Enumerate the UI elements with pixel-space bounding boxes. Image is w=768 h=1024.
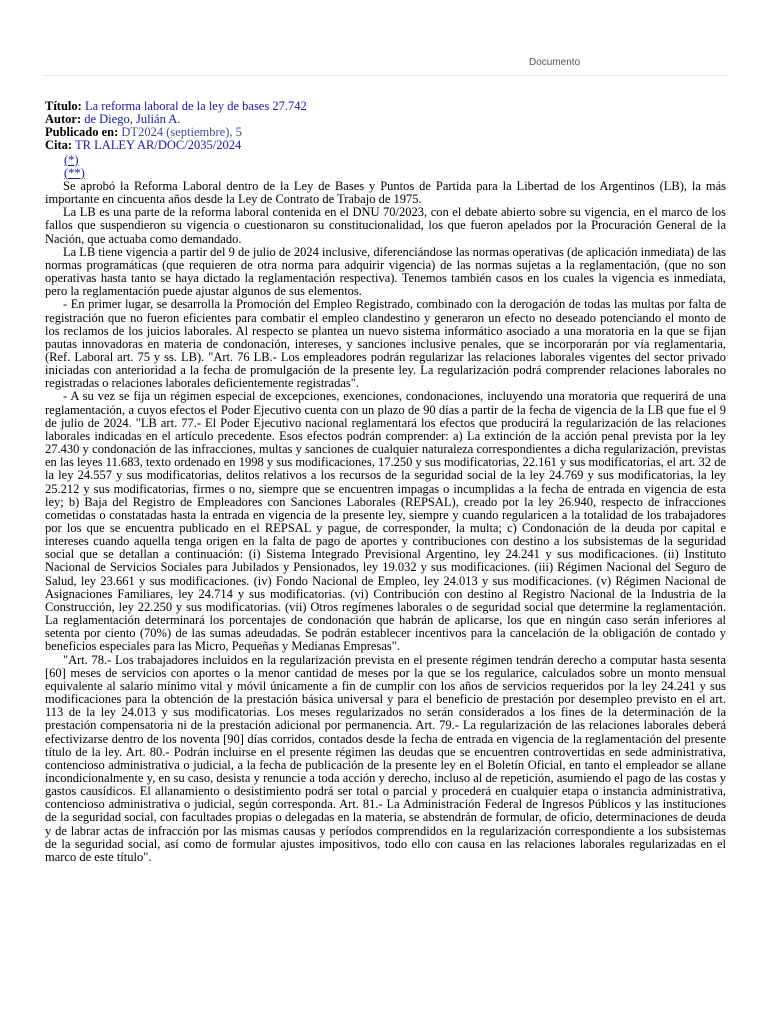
document-title: La reforma laboral de la ley de bases 27.742 — [84, 99, 307, 113]
meta-cite-line — [45, 139, 726, 152]
footnote-link-1[interactable]: (*) — [64, 152, 79, 167]
footnote-links — [64, 154, 726, 180]
document-label-text: Documento — [529, 57, 581, 68]
published-value: DT2024 (septiembre), 5 — [121, 125, 242, 140]
cite-label: Cita: — [45, 138, 73, 153]
cite-value: TR LALEY AR/DOC/2035/2024 — [74, 138, 242, 153]
paragraph: La LB tiene vigencia a partir del 9 de julio de 2024 inclusive, diferenciándose las normas operativas (de aplicación inmediata) de las normas programáticas (que requieren de otra norma para adquirir vigencia) de las normas sujetas a la reglamentación, (que no son operativas hasta tanto se haya dictado la reglamentación respectiva). Tenemos también casos en los cuales la vigencia es inmediata, pero la reglamentación puede ajustar algunos de sus elementos. — [45, 244, 726, 299]
paragraph: Se aprobó la Reforma Laboral dentro de la Ley de Bases y Puntos de Partida para la Libertad de los Argentinos (LB), la más importante en cincuenta años desde la Ley de Contrato de Trabajo de 1975. — [45, 178, 726, 207]
document-body — [45, 100, 726, 864]
paragraph: "Art. 78.- Los trabajadores incluidos en la regularización prevista en el presente régimen tendrán derecho a computar hasta sesenta [60] meses de servicios con aportes o la menor cantidad de meses por la que se los regularice, calculados sobre un monto mensual equivalente al salario mínimo vital y móvil únicamente a fin de cumplir con los años de servicios requeridos por la ley 24.241 y sus modificaciones para la obtención de la prestación básica universal y para el beneficio de prestación por desempleo previsto en el art. 113 de la ley 24.013 y sus modificatorias. Los meses regularizados no serán considerados a los fines de la determinación de la prestación compensatoria ni de la prestación adicional por permanencia. Art. 79.- La regularización de las relaciones laborales deberá efectivizarse dentro de los noventa [90] días corridos, contados desde la fecha de entrada en vigencia de la reglamentación del presente título de la ley. Art. 80.- Podrán incluirse en el presente régimen las deudas que se encuentren controvertidas en sede administrativa, contencioso administrativa o judicial, a la fecha de publicación de la presente ley en el Boletín Oficial, en tanto el empleador se allane incondicionalmente y, en su caso, desista y renuncie a toda acción y derecho, incluso al de repetición, asumiendo el pago de las costas y gastos causídicos. El allanamiento o desistimiento podrá ser total o parcial y procederá en cualquier etapa o instancia administrativa, contencioso administrativa o judicial, según corresponda. Art. 81.- La Administración Federal de Ingresos Públicos y las instituciones de la seguridad social, con facultades propias o delegadas en la materia, se abstendrán de formular, de oficio, determinaciones de deuda y de labrar actas de infracción por las mismas causas y períodos comprendidos en la regularización correspondiente a los subsistemas de la seguridad social, así como de formular ajustes impositivos, todo ello con causa en las relaciones laborales regularizadas en el marco de este título". — [45, 652, 726, 864]
footnote-link-2[interactable]: (**) — [64, 165, 85, 180]
author-link[interactable]: de Diego, Julián A. — [84, 112, 181, 127]
paragraph: - A su vez se fija un régimen especial de excepciones, exenciones, condonaciones, incluyendo una moratoria que requerirá de una reglamentación, a cuyos efectos el Poder Ejecutivo cuenta con un plazo de 90 días a partir de la fecha de vigencia de la LB que fue el 9 de julio de 2024. "LB art. 77.- El Poder Ejecutivo nacional reglamentará los efectos que producirá la regularización de las relaciones laborales indicadas en el artículo precedente. Esos efectos podrán comprender: a) La extinción de la acción penal prevista por la ley 27.430 y condonación de las infracciones, multas y sanciones de cualquier naturaleza correspondientes a dicha regularización, previstas en las leyes 11.683, texto ordenado en 1998 y sus modificaciones, 17.250 y sus modificatorias, 22.161 y sus modificatorias, el art. 32 de la ley 24.557 y sus modificatorias, delitos relativos a los recursos de la seguridad social de la ley 24.769 y sus modificatorias, la ley 25.212 y sus modificatorias, firmes o no, siempre que se encuentren impagas o incumplidas a la fecha de entrada en vigencia de esta ley; b) Baja del Registro de Empleadores con Sanciones Laborales (REPSAL), creado por la ley 26.940, respecto de infracciones cometidas o constatadas hasta la entrada en vigencia de la presente ley, siempre y cuando regularicen a la totalidad de los trabajadores por los que se encuentra publicado en el REPSAL y pague, de corresponder, la multa; c) Condonación de la deuda por capital e intereses cuando aquella tenga origen en la falta de pago de aportes y contribuciones con destino a los subsistemas de la seguridad social que se detallan a continuación: (i) Sistema Integrado Previsional Argentino, ley 24.241 y sus modificaciones. (ii) Instituto Nacional de Servicios Sociales para Jubilados y Pensionados, ley 19.032 y sus modificaciones. (iii) Régimen Nacional del Seguro de Salud, ley 23.661 y sus modificaciones. (iv) Fondo Nacional de Empleo, ley 24.013 y sus modificaciones. (v) Régimen Nacional de Asignaciones Familiares, ley 24.714 y sus modificatorias. (vi) Contribución con destino al Registro Nacional de la Industria de la Construcción, ley 22.250 y sus modificatorias. (vii) Otros regímenes laborales o de seguridad social que determine la reglamentación. La reglamentación determinará los porcentajes de condonación que habrán de aplicarse, los que en ningún caso serán inferiores al setenta por ciento (70%) de las sumas adeudadas. Se podrán establecer incentivos para la cancelación de la obligación de contado y beneficios especiales para las Micro, Pequeñas y Medianas Empresas". — [45, 389, 726, 654]
top-bar — [0, 0, 768, 76]
header-divider — [44, 75, 728, 76]
paragraph: - En primer lugar, se desarrolla la Promoción del Empleo Registrado, combinado con la derogación de todas las multas por falta de registración que no fueron eficientes para combatir el empleo clandestino y generaron un efecto no deseado potenciando el monto de los reclamos de los juicios laborales. Al respecto se plantea un nuevo sistema informático asociado a una moratoria en la que se fijan pautas innovadoras en materia de condonación, intereses, y sanciones inclusive penales, que se incorporarán por vía reglamentaria, (Ref. Laboral art. 75 y ss. LB). "Art. 76 LB.- Los empleadores podrán regularizar las relaciones laborales vigentes del sector privado iniciadas con anterioridad a la fecha de promulgación de la presente ley. La regularización podrá comprender relaciones laborales no registradas o relaciones laborales deficientemente registradas". — [45, 297, 726, 391]
author-label: Autor: — [45, 112, 82, 127]
title-label: Título: — [45, 99, 82, 113]
published-label: Publicado en: — [45, 125, 119, 140]
paragraph: La LB es una parte de la reforma laboral contenida en el DNU 70/2023, con el debate abierto sobre su vigencia, en el marco de los fallos que suspendieron su vigencia o cuestionaron su constitucionalidad, los que fueron apelados por la Procuración General de la Nación, que actuaba como demandado. — [45, 205, 726, 246]
